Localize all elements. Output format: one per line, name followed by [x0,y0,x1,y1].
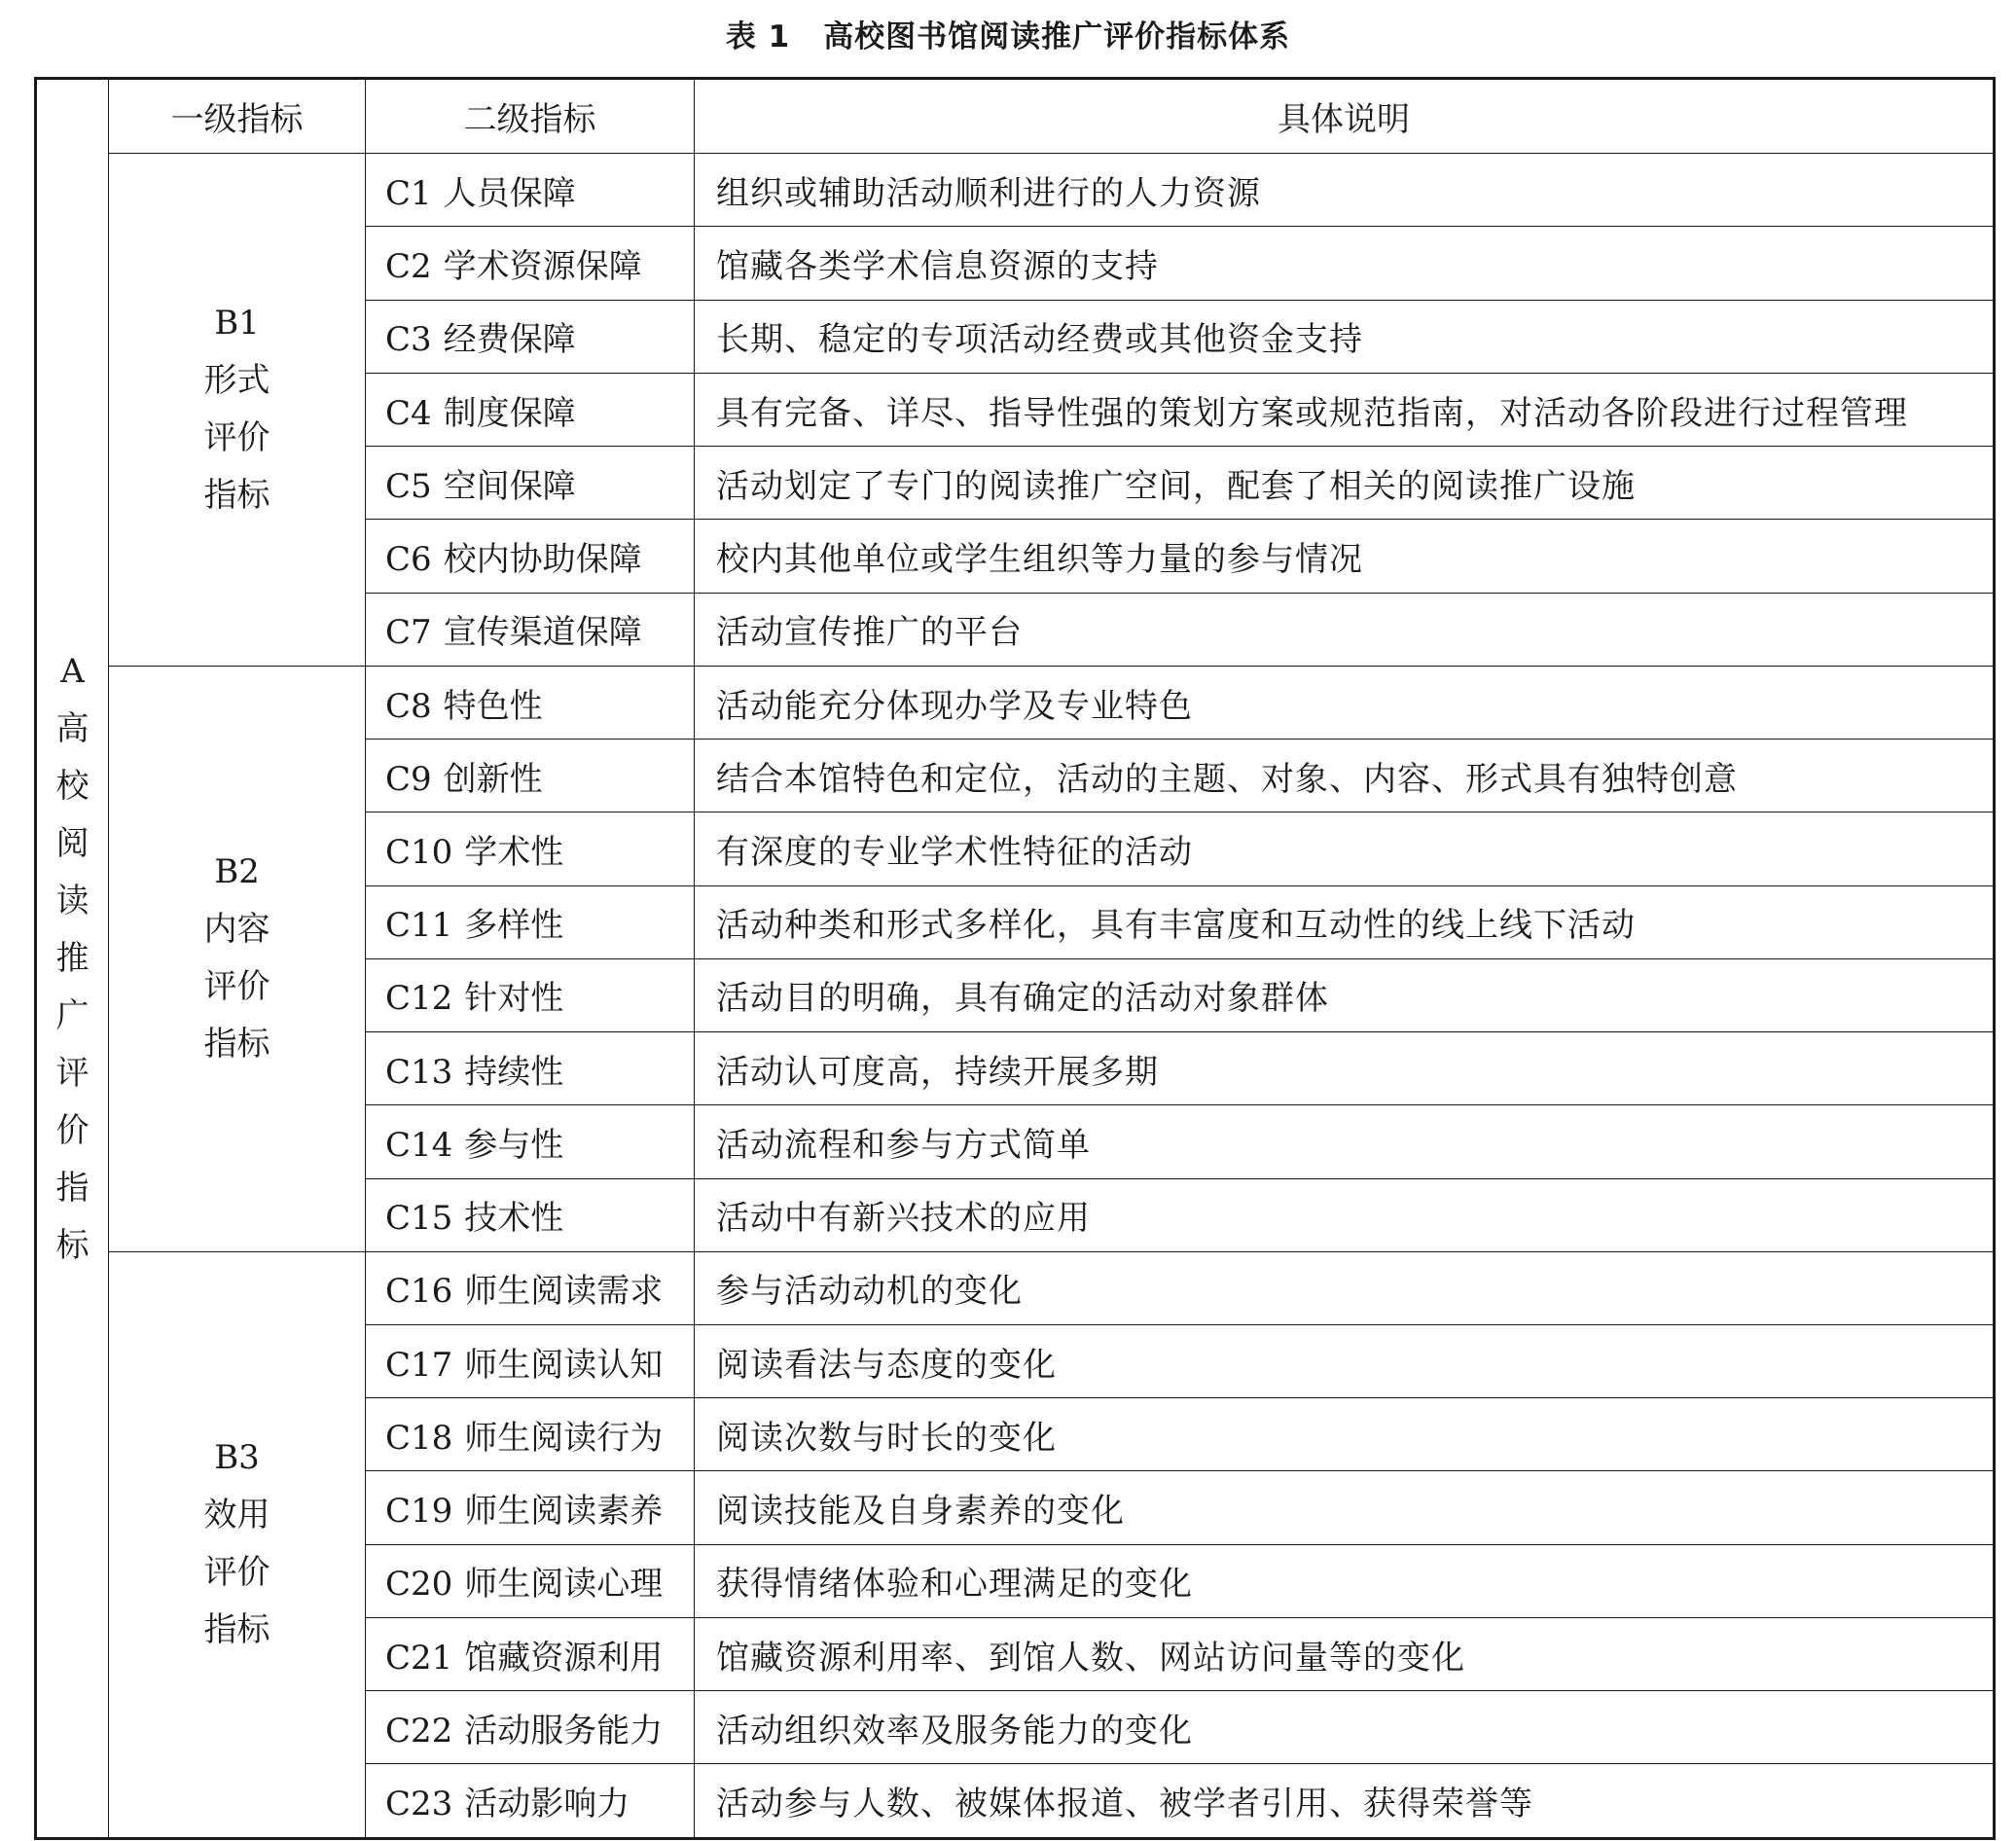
indicator-description: 阅读技能及自身素养的变化 [695,1471,1995,1544]
indicator-code: C4 [385,393,432,433]
indicator-name: 师生阅读行为 [464,1418,664,1458]
indicator-description: 活动宣传推广的平台 [695,593,1995,666]
indicator-cell [366,154,695,227]
indicator-name: 持续性 [464,1052,564,1092]
top-level-char: 广 [55,995,90,1035]
group-name-line: 指标 [203,1025,270,1065]
indicator-code: C5 [385,466,432,506]
indicator-description: 结合本馆特色和定位，活动的主题、对象、内容、形式具有独特创意 [695,740,1995,812]
top-level-cell [36,79,109,1839]
indicator-cell [366,885,695,958]
indicator-name: 馆藏资源利用 [464,1638,664,1678]
top-level-char: 阅 [55,823,90,863]
indicator-description: 馆藏资源利用率、到馆人数、网站访问量等的变化 [695,1617,1995,1690]
group-cell [109,666,366,1251]
indicator-name: 活动影响力 [464,1785,630,1824]
indicator-name: 学术性 [464,832,564,872]
indicator-description: 具有完备、详尽、指导性强的策划方案或规范指南，对活动各阶段进行过程管理 [695,373,1995,446]
indicator-description: 阅读看法与态度的变化 [695,1325,1995,1398]
indicator-cell [366,740,695,812]
indicator-description: 阅读次数与时长的变化 [695,1398,1995,1471]
indicator-code: C1 [385,173,432,213]
indicator-code: C6 [385,540,432,580]
group-name-line: 指标 [203,1610,270,1650]
indicator-code: C13 [385,1052,453,1092]
indicator-name: 学术资源保障 [443,247,642,287]
indicator-code: C11 [385,906,453,946]
group-code: B2 [214,852,260,892]
indicator-cell [366,1032,695,1105]
indicator-description: 馆藏各类学术信息资源的支持 [695,227,1995,300]
header-level1: 一级指标 [109,79,366,154]
indicator-code: C17 [385,1345,453,1385]
indicator-code: C15 [385,1199,453,1239]
indicator-name: 特色性 [443,686,543,726]
indicator-name: 技术性 [464,1199,564,1239]
indicator-name: 活动服务能力 [464,1711,664,1751]
indicator-description: 活动中有新兴技术的应用 [695,1178,1995,1251]
table-title: 高校图书馆阅读推广评价指标体系 [823,19,1291,54]
indicator-code: C23 [385,1785,453,1824]
group-label [204,1429,270,1659]
indicator-code: C19 [385,1492,453,1532]
indicator-table [34,77,1996,1840]
indicator-description: 长期、稳定的专项活动经费或其他资金支持 [695,300,1995,373]
indicator-code: C10 [385,832,453,872]
indicator-cell [366,1471,695,1544]
top-level-char: 校 [55,766,90,806]
indicator-name: 创新性 [443,759,543,799]
indicator-name: 师生阅读心理 [464,1565,664,1605]
indicator-cell [366,1617,695,1690]
indicator-name: 制度保障 [443,393,576,433]
indicator-name: 经费保障 [443,320,576,360]
header-row [36,79,1995,154]
indicator-code: C18 [385,1418,453,1458]
indicator-code: C22 [385,1711,453,1751]
table-number: 表 1 [725,19,791,54]
top-level-label [56,643,90,1275]
indicator-code: C14 [385,1125,453,1165]
indicator-cell [366,666,695,739]
indicator-name: 师生阅读需求 [464,1272,664,1312]
indicator-code: C8 [385,686,432,726]
top-level-char: 推 [55,938,90,978]
indicator-cell [366,593,695,666]
table-row [36,1251,1995,1324]
header-level2: 二级指标 [366,79,695,154]
indicator-code: C16 [385,1272,453,1312]
table-caption [0,12,2016,62]
indicator-cell [366,1325,695,1398]
indicator-name: 师生阅读素养 [464,1492,664,1532]
group-name-line: 评价 [203,418,270,458]
group-label [204,844,270,1073]
top-level-char: 指 [55,1168,90,1208]
indicator-cell [366,1764,695,1839]
indicator-code: C12 [385,979,453,1019]
indicator-cell [366,958,695,1031]
indicator-cell [366,1398,695,1471]
group-code: B3 [214,1438,260,1478]
group-name-line: 内容 [203,910,270,950]
indicator-description: 获得情绪体验和心理满足的变化 [695,1544,1995,1617]
indicator-cell [366,1544,695,1617]
indicator-cell [366,812,695,885]
indicator-name: 人员保障 [443,173,576,213]
indicator-description: 有深度的专业学术性特征的活动 [695,812,1995,885]
indicator-cell [366,227,695,300]
indicator-cell [366,1105,695,1178]
group-cell [109,154,366,667]
group-cell [109,1251,366,1838]
group-label [204,295,270,524]
indicator-code: C9 [385,759,432,799]
indicator-name: 师生阅读认知 [464,1345,664,1385]
indicator-description: 活动流程和参与方式简单 [695,1105,1995,1178]
indicator-description: 活动组织效率及服务能力的变化 [695,1691,1995,1764]
top-level-char: 读 [55,881,90,920]
top-level-char: 价 [55,1110,90,1150]
indicator-name: 针对性 [464,979,564,1019]
table-row [36,154,1995,227]
indicator-description: 活动参与人数、被媒体报道、被学者引用、获得荣誉等 [695,1764,1995,1839]
group-name-line: 评价 [203,967,270,1007]
indicator-name: 校内协助保障 [443,540,642,580]
indicator-code: C2 [385,247,432,287]
indicator-code: C21 [385,1638,453,1678]
indicator-cell [366,373,695,446]
indicator-description: 活动种类和形式多样化，具有丰富度和互动性的线上线下活动 [695,885,1995,958]
indicator-description: 活动目的明确，具有确定的活动对象群体 [695,958,1995,1031]
group-name-line: 形式 [203,361,270,401]
indicator-description: 活动能充分体现办学及专业特色 [695,666,1995,739]
top-level-code: A [60,651,85,691]
indicator-cell [366,447,695,520]
indicator-name: 参与性 [464,1125,564,1165]
indicator-cell [366,1691,695,1764]
indicator-code: C20 [385,1565,453,1605]
indicator-name: 宣传渠道保障 [443,613,642,653]
indicator-description: 活动划定了专门的阅读推广空间，配套了相关的阅读推广设施 [695,447,1995,520]
indicator-cell [366,1251,695,1324]
top-level-char: 评 [55,1053,90,1093]
group-code: B1 [214,304,260,343]
top-level-char: 标 [55,1225,90,1265]
indicator-name: 多样性 [464,906,564,946]
indicator-description: 参与活动动机的变化 [695,1251,1995,1324]
group-name-line: 指标 [203,476,270,516]
indicator-description: 组织或辅助活动顺利进行的人力资源 [695,154,1995,227]
table-row [36,666,1995,739]
indicator-description: 校内其他单位或学生组织等力量的参与情况 [695,520,1995,593]
top-level-char: 高 [55,708,90,748]
indicator-description: 活动认可度高，持续开展多期 [695,1032,1995,1105]
indicator-cell [366,1178,695,1251]
indicator-cell [366,300,695,373]
header-description: 具体说明 [695,79,1995,154]
indicator-code: C7 [385,613,432,653]
indicator-name: 空间保障 [443,466,576,506]
indicator-cell [366,520,695,593]
indicator-code: C3 [385,320,432,360]
group-name-line: 评价 [203,1553,270,1593]
group-name-line: 效用 [203,1496,270,1535]
